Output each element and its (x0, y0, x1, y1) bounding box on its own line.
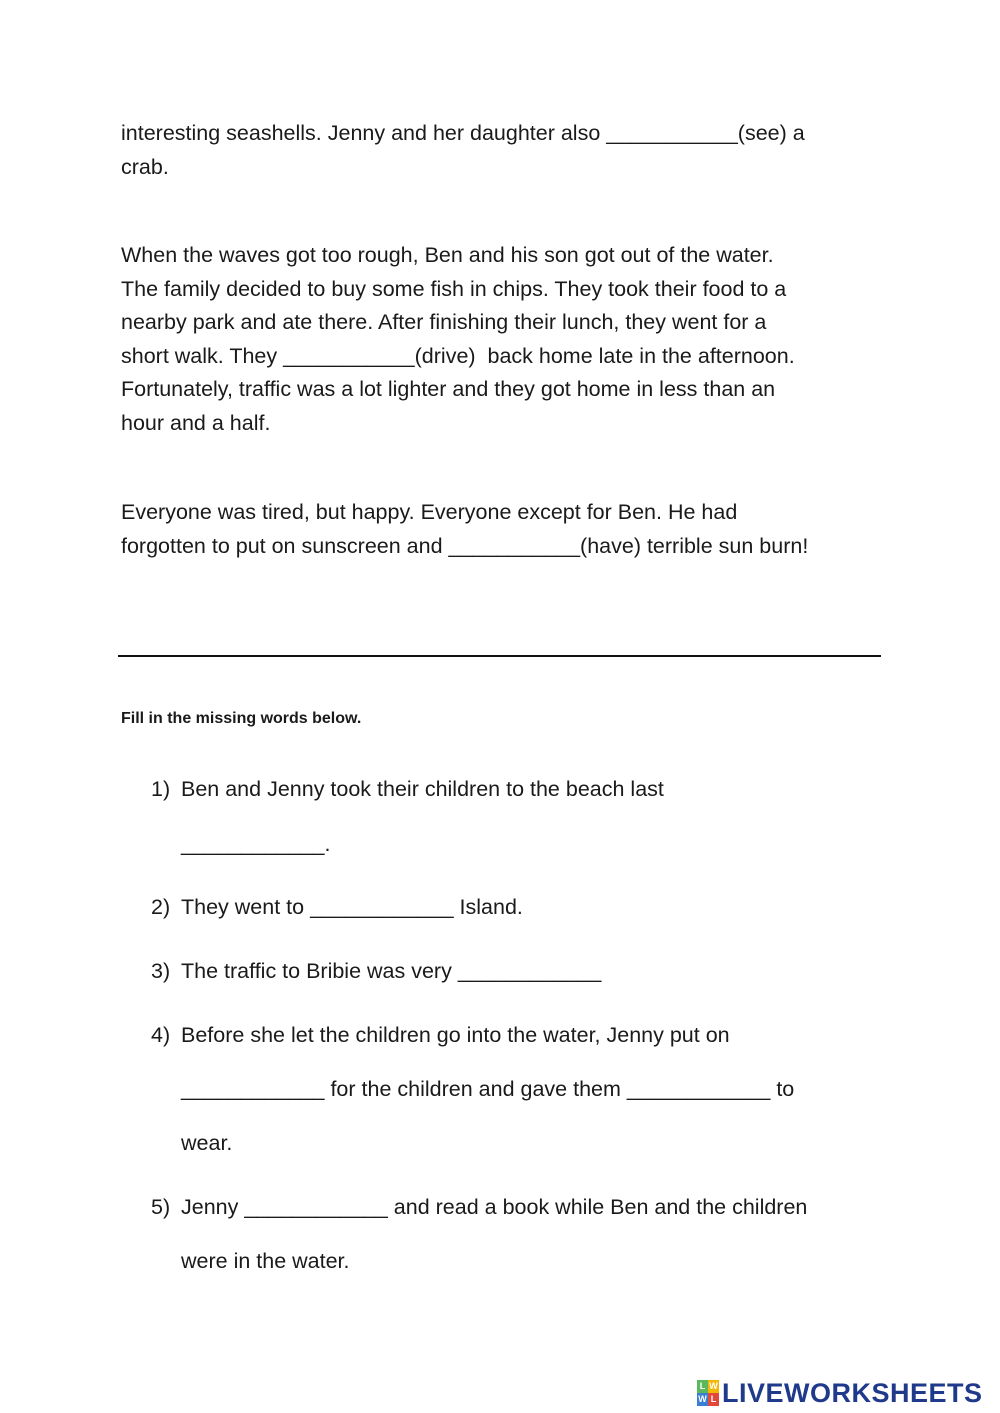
story-paragraph-2 (121, 239, 901, 441)
logo-icon-cell: W (709, 1381, 718, 1391)
question-text: Ben and Jenny took their children to the beach last (181, 777, 664, 801)
story-line: short walk. They ___________(drive) back home late in the afternoon. (121, 343, 795, 368)
question-text: were in the water. (181, 1249, 350, 1273)
logo-icon-cell: L (708, 1393, 719, 1406)
question-text: wear. (181, 1131, 233, 1155)
logo-icon-cell: W (698, 1394, 707, 1404)
logo-icon-cell: L (697, 1380, 708, 1393)
section-divider (118, 655, 881, 657)
question-number: 3) (151, 959, 171, 983)
story-paragraph-3 (121, 496, 901, 563)
question-text[interactable]: The traffic to Bribie was very ____________ (181, 959, 602, 983)
story-line: The family decided to buy some fish in chips. They took their food to a (121, 276, 787, 301)
story-line: forgotten to put on sunscreen and ___________(have) terrible sun burn! (121, 533, 809, 558)
story-paragraph-1 (121, 117, 901, 184)
story-line: crab. (121, 154, 169, 179)
liveworksheets-logo (697, 1378, 983, 1408)
story-line: hour and a half. (121, 410, 271, 435)
answer-blank[interactable]: ____________. (181, 832, 331, 856)
question-number: 4) (151, 1023, 171, 1047)
logo-text: LIVEWORKSHEETS (722, 1377, 983, 1408)
exercise-instruction: Fill in the missing words below. (121, 710, 362, 727)
liveworksheets-logo-icon (697, 1380, 719, 1406)
question-number: 5) (151, 1195, 171, 1219)
story-line: Everyone was tired, but happy. Everyone except for Ben. He had (121, 500, 738, 524)
story-line: Fortunately, traffic was a lot lighter and they got home in less than an (121, 377, 776, 402)
question-number: 2) (151, 895, 171, 919)
question-text[interactable]: Jenny ____________ and read a book while Ben and the children (181, 1195, 808, 1219)
question-text: Before she let the children go into the water, Jenny put on (181, 1023, 730, 1047)
question-text[interactable]: They went to ____________ Island. (181, 895, 523, 919)
story-line: nearby park and ate there. After finishing their lunch, they went for a (121, 310, 767, 335)
question-number: 1) (151, 777, 171, 801)
story-line: interesting seashells. Jenny and her daughter also ___________(see) a (121, 121, 805, 145)
story-line: When the waves got too rough, Ben and his son got out of the water. (121, 243, 774, 267)
answer-blank-line[interactable]: ____________ for the children and gave them ____________ to (181, 1077, 795, 1101)
